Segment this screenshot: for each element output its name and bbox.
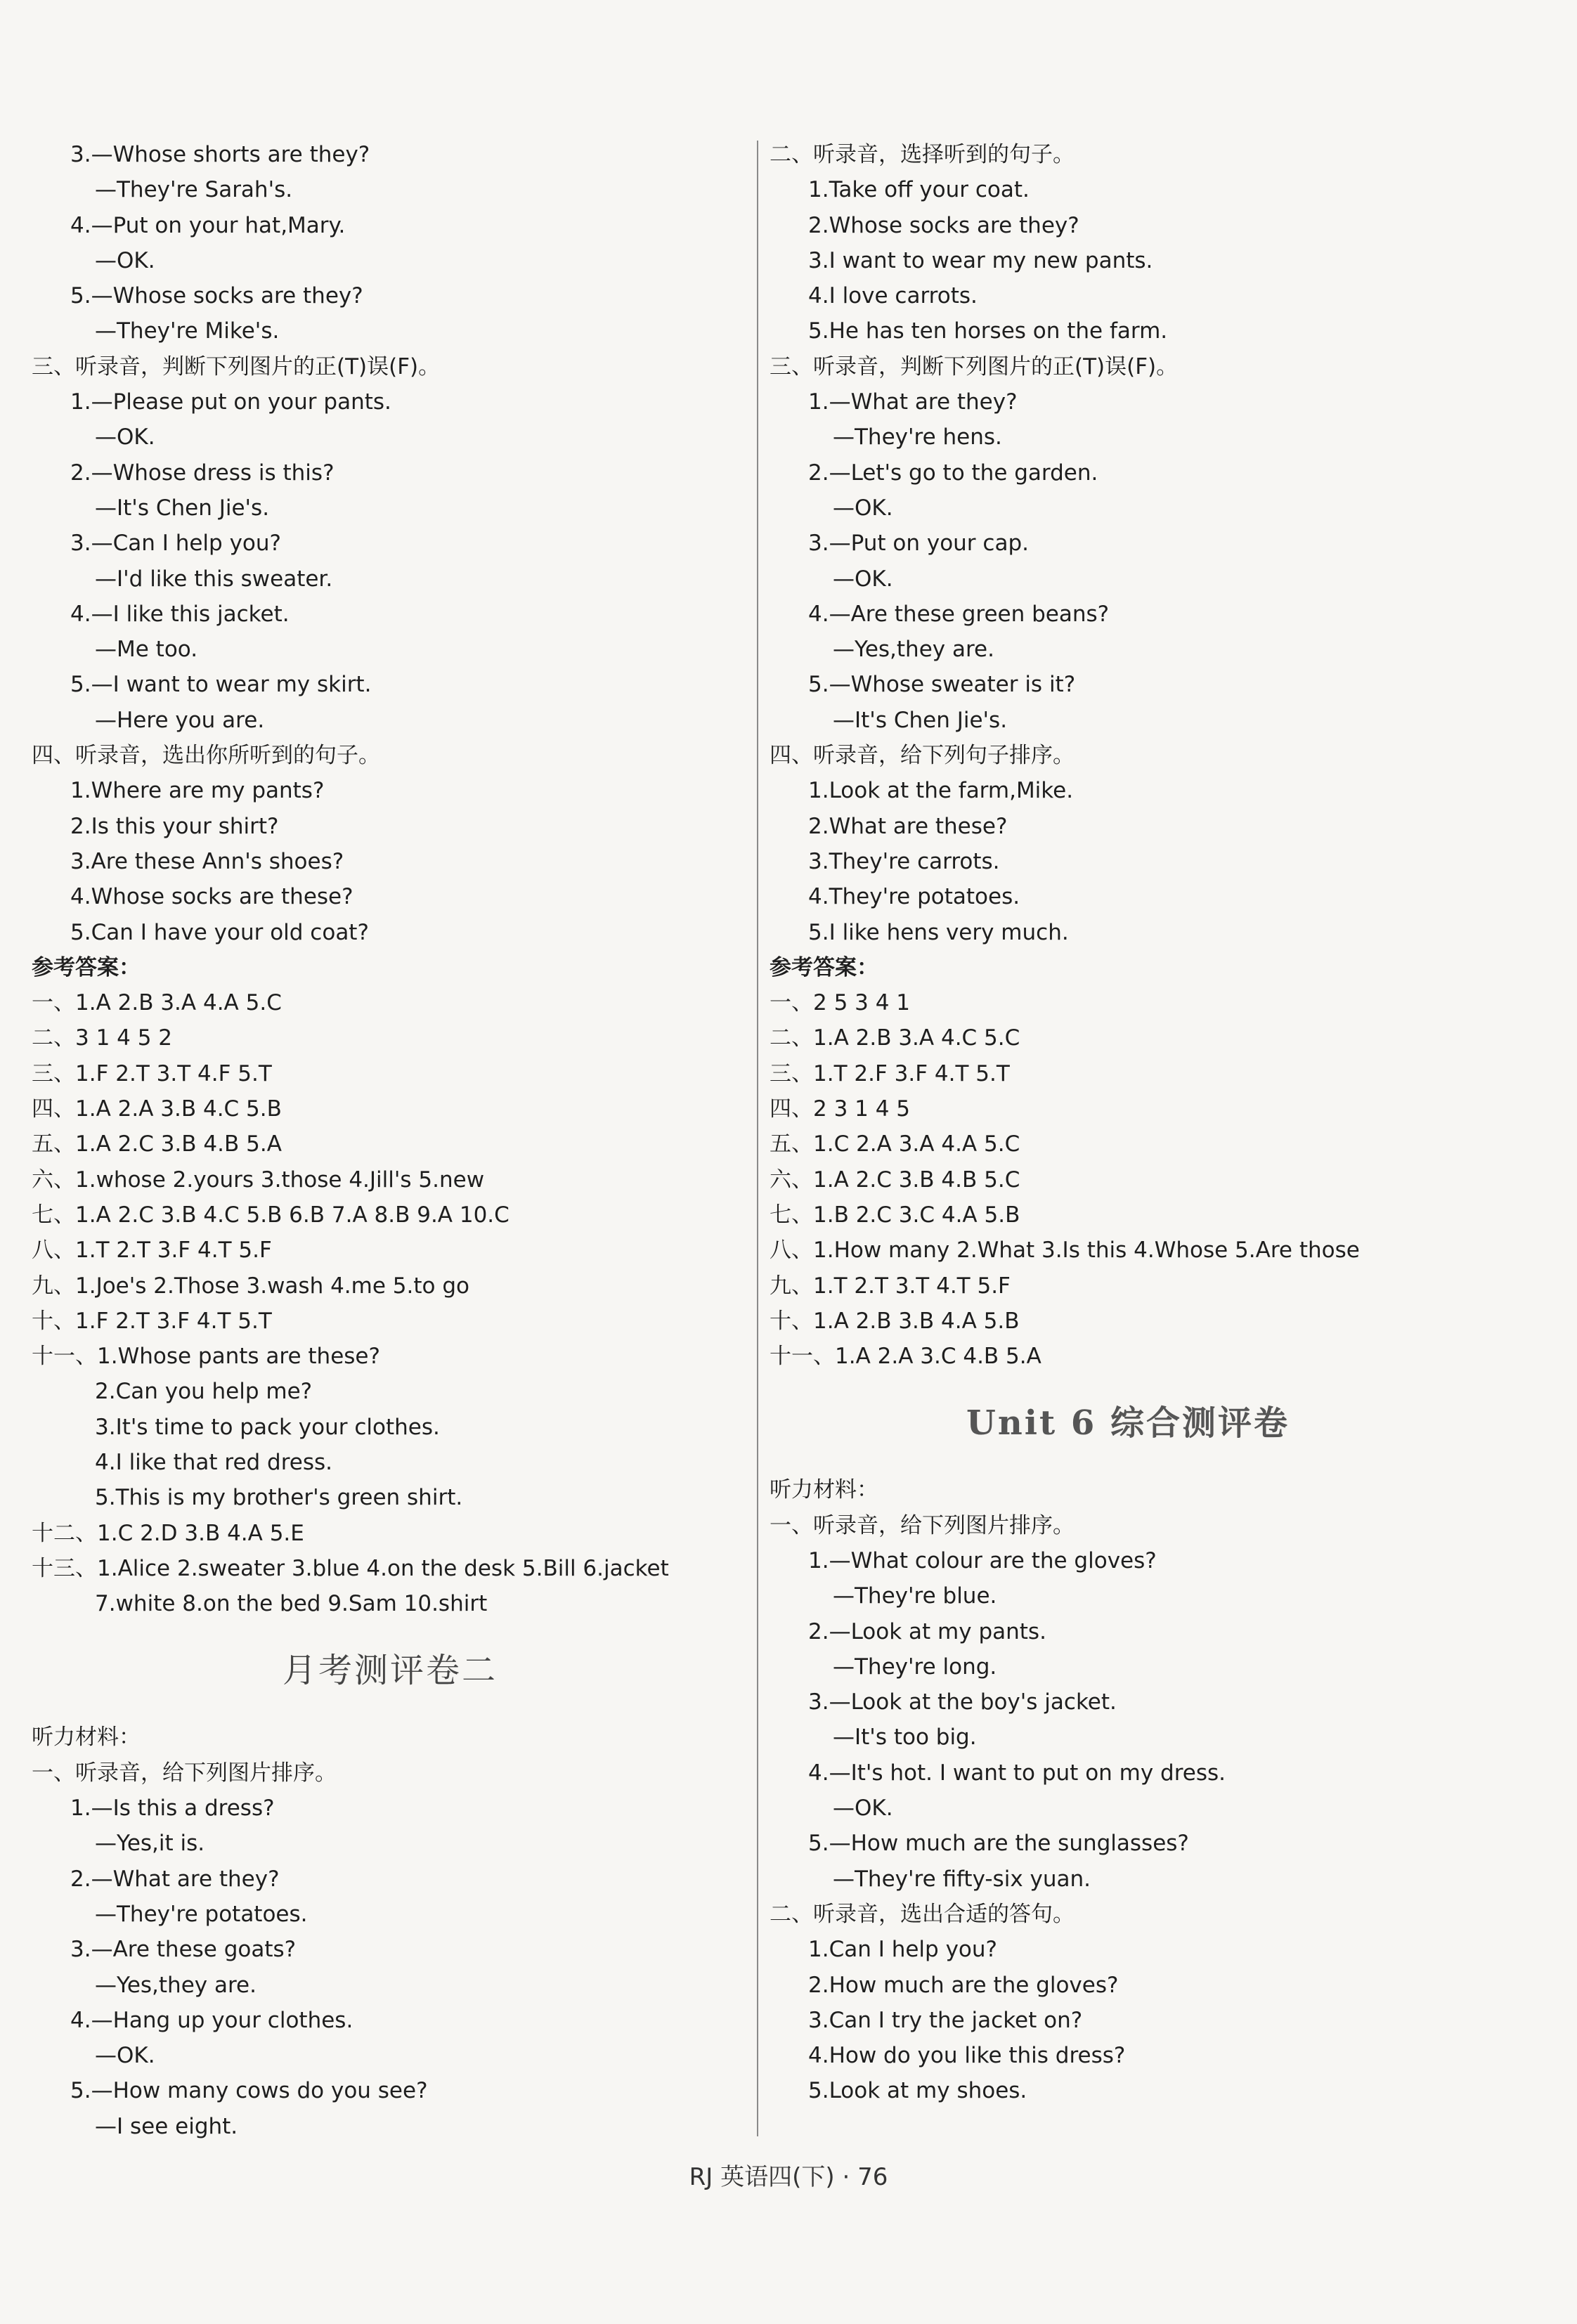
list-item: 3.They're carrots. xyxy=(808,848,1000,874)
list-item: 5.—I want to wear my skirt. xyxy=(70,672,372,698)
section-heading: 听力材料： xyxy=(32,1725,141,1751)
section-title: 月考测评卷二 xyxy=(282,1651,498,1691)
list-item: 5.Can I have your old coat? xyxy=(70,919,369,945)
text-line: 5.This is my brother's green shirt. xyxy=(95,1485,463,1511)
answer-line: 三、1.F 2.T 3.T 4.F 5.T xyxy=(32,1060,272,1086)
answer-line: 十三、1.Alice 2.sweater 3.blue 4.on the desk 5.Bill 6.jacket xyxy=(32,1555,669,1581)
answer-line: 一、2 5 3 4 1 xyxy=(770,990,911,1016)
answer-line: 十二、1.C 2.D 3.B 4.A 5.E xyxy=(32,1520,304,1546)
dialogue-reply: —It's too big. xyxy=(833,1725,977,1751)
list-item: 5.—How much are the sunglasses? xyxy=(808,1831,1189,1857)
answer-line: 十一、1.A 2.A 3.C 4.B 5.A xyxy=(770,1344,1041,1370)
dialogue-reply: —They're Sarah's. xyxy=(95,177,293,203)
section-heading: 参考答案： xyxy=(32,954,141,980)
dialogue-reply: —Yes,they are. xyxy=(95,1972,257,1998)
dialogue-reply: —They're Mike's. xyxy=(95,318,280,344)
list-item: 3.—Can I help you? xyxy=(70,531,281,557)
page-footer: RJ 英语四(下) · 76 xyxy=(689,2163,888,2191)
dialogue-reply: —Here you are. xyxy=(95,707,265,733)
dialogue-reply: —OK. xyxy=(95,247,155,273)
answer-line: 七、1.B 2.C 3.C 4.A 5.B xyxy=(770,1202,1020,1228)
list-item: 2.Whose socks are they? xyxy=(808,212,1079,238)
list-item: 5.—Whose sweater is it? xyxy=(808,672,1076,698)
answer-line: 四、1.A 2.A 3.B 4.C 5.B xyxy=(32,1096,282,1122)
list-item: 1.Look at the farm,Mike. xyxy=(808,778,1074,804)
list-item: 1.Can I help you? xyxy=(808,1937,997,1963)
answer-line: 六、1.A 2.C 3.B 4.B 5.C xyxy=(770,1167,1020,1193)
answer-line: 四、2 3 1 4 5 xyxy=(770,1096,911,1122)
answer-line: 十、1.A 2.B 3.B 4.A 5.B xyxy=(770,1308,1020,1334)
list-item: 2.How much are the gloves? xyxy=(808,1972,1119,1998)
list-item: 1.Take off your coat. xyxy=(808,177,1030,203)
list-item: 2.What are these? xyxy=(808,813,1008,839)
dialogue-reply: —Yes,it is. xyxy=(95,1831,205,1857)
list-item: 1.—What colour are the gloves? xyxy=(808,1547,1157,1573)
section-heading: 四、听录音，选出你所听到的句子。 xyxy=(32,743,380,769)
section-heading: 三、听录音，判断下列图片的正(T)误(F)。 xyxy=(32,353,441,379)
list-item: 3.Can I try the jacket on? xyxy=(808,2007,1083,2033)
left-column xyxy=(32,137,748,2144)
dialogue-reply: —It's Chen Jie's. xyxy=(95,495,270,521)
answer-line: 六、1.whose 2.yours 3.those 4.Jill's 5.new xyxy=(32,1167,485,1193)
list-item: 3.Are these Ann's shoes? xyxy=(70,848,344,874)
dialogue-reply: —OK. xyxy=(833,566,893,592)
section-heading: 听力材料： xyxy=(770,1477,878,1503)
text-line: 2.Can you help me? xyxy=(95,1379,313,1405)
list-item: 3.—Look at the boy's jacket. xyxy=(808,1689,1117,1715)
list-item: 4.I love carrots. xyxy=(808,283,978,309)
section-heading: 四、听录音，给下列句子排序。 xyxy=(770,743,1075,769)
answer-line: 十、1.F 2.T 3.F 4.T 5.T xyxy=(32,1308,272,1334)
list-item: 1.—Please put on your pants. xyxy=(70,389,391,415)
list-item: 5.—Whose socks are they? xyxy=(70,283,363,309)
list-item: 1.—Is this a dress? xyxy=(70,1796,275,1822)
section-heading: 一、听录音，给下列图片排序。 xyxy=(770,1512,1075,1538)
list-item: 4.How do you like this dress? xyxy=(808,2043,1126,2069)
list-item: 2.—Whose dress is this? xyxy=(70,460,335,486)
text-line: 3.It's time to pack your clothes. xyxy=(95,1414,440,1440)
list-item: 4.Whose socks are these? xyxy=(70,884,353,910)
dialogue-reply: —OK. xyxy=(95,424,155,450)
section-heading: 二、听录音，选出合适的答句。 xyxy=(770,1901,1075,1927)
right-column xyxy=(770,137,1486,2109)
list-item: 2.Is this your shirt? xyxy=(70,813,279,839)
list-item: 4.—Hang up your clothes. xyxy=(70,2007,353,2033)
dialogue-reply: —I'd like this sweater. xyxy=(95,566,333,592)
list-item: 4.They're potatoes. xyxy=(808,884,1020,910)
list-item: 3.—Put on your cap. xyxy=(808,531,1029,557)
list-item: 1.Where are my pants? xyxy=(70,778,325,804)
list-item: 1.—What are they? xyxy=(808,389,1018,415)
dialogue-reply: —OK. xyxy=(95,2043,155,2069)
dialogue-reply: —Yes,they are. xyxy=(833,637,994,663)
answer-line: 五、1.C 2.A 3.A 4.A 5.C xyxy=(770,1131,1020,1157)
column-divider xyxy=(757,141,758,2136)
dialogue-reply: —Me too. xyxy=(95,637,198,663)
answer-line: 八、1.How many 2.What 3.Is this 4.Whose 5.Are those xyxy=(770,1238,1360,1264)
answer-line: 十一、1.Whose pants are these? xyxy=(32,1344,380,1370)
dialogue-reply: —They're long. xyxy=(833,1654,997,1680)
answer-line: 三、1.T 2.F 3.F 4.T 5.T xyxy=(770,1060,1010,1086)
list-item: 2.—What are they? xyxy=(70,1866,280,1892)
list-item: 4.—Put on your hat,Mary. xyxy=(70,212,346,238)
list-item: 4.—I like this jacket. xyxy=(70,601,290,627)
list-item: 2.—Look at my pants. xyxy=(808,1618,1046,1644)
section-heading: 参考答案： xyxy=(770,954,878,980)
list-item: 5.Look at my shoes. xyxy=(808,2078,1027,2104)
list-item: 3.—Are these goats? xyxy=(70,1937,297,1963)
section-heading: 二、听录音，选择听到的句子。 xyxy=(770,142,1075,167)
dialogue-reply: —I see eight. xyxy=(95,2113,238,2139)
dialogue-reply: —OK. xyxy=(833,495,893,521)
dialogue-reply: —They're potatoes. xyxy=(95,1901,308,1927)
answer-line: 二、3 1 4 5 2 xyxy=(32,1025,173,1051)
list-item: 4.—It's hot. I want to put on my dress. xyxy=(808,1760,1226,1786)
section-heading: 三、听录音，判断下列图片的正(T)误(F)。 xyxy=(770,353,1179,379)
answer-line: 七、1.A 2.C 3.B 4.C 5.B 6.B 7.A 8.B 9.A 10.C xyxy=(32,1202,510,1228)
text-line: 4.I like that red dress. xyxy=(95,1449,333,1475)
list-item: 5.He has ten horses on the farm. xyxy=(808,318,1168,344)
section-title: Unit 6 综合测评卷 xyxy=(966,1403,1290,1443)
dialogue-reply: —They're fifty-six yuan. xyxy=(833,1866,1091,1892)
dialogue-reply: —They're hens. xyxy=(833,424,1002,450)
answer-line: 八、1.T 2.T 3.F 4.T 5.F xyxy=(32,1238,272,1264)
dialogue-reply: —It's Chen Jie's. xyxy=(833,707,1008,733)
list-item: 4.—Are these green beans? xyxy=(808,601,1110,627)
answer-line: 九、1.T 2.T 3.T 4.T 5.F xyxy=(770,1273,1011,1299)
list-item: 5.I like hens very much. xyxy=(808,919,1069,945)
list-item: 3.I want to wear my new pants. xyxy=(808,247,1153,273)
text-line: 7.white 8.on the bed 9.Sam 10.shirt xyxy=(95,1591,488,1617)
dialogue-reply: —They're blue. xyxy=(833,1583,997,1609)
section-heading: 一、听录音，给下列图片排序。 xyxy=(32,1760,337,1786)
answer-line: 二、1.A 2.B 3.A 4.C 5.C xyxy=(770,1025,1020,1051)
dialogue-reply: —OK. xyxy=(833,1796,893,1822)
answer-line: 五、1.A 2.C 3.B 4.B 5.A xyxy=(32,1131,282,1157)
answer-line: 九、1.Joe's 2.Those 3.wash 4.me 5.to go xyxy=(32,1273,469,1299)
answer-line: 一、1.A 2.B 3.A 4.A 5.C xyxy=(32,990,282,1016)
list-item: 5.—How many cows do you see? xyxy=(70,2078,428,2104)
list-item: 3.—Whose shorts are they? xyxy=(70,142,370,167)
list-item: 2.—Let's go to the garden. xyxy=(808,460,1098,486)
